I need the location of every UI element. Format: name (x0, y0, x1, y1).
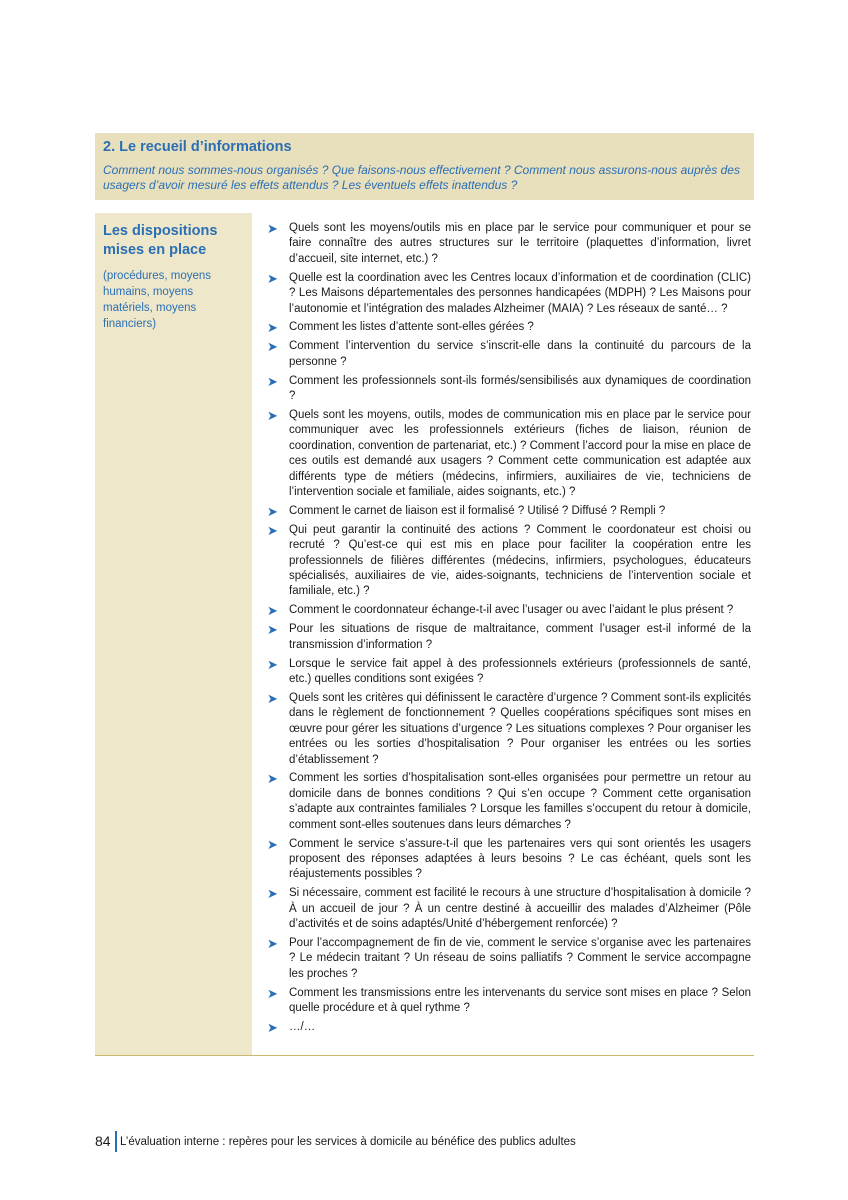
arrow-bullet-icon: ➤ (267, 503, 278, 519)
section-header (95, 133, 754, 200)
list-item (267, 504, 751, 519)
section-title: 2. Le recueil d’informations (103, 139, 292, 155)
arrow-bullet-icon: ➤ (267, 656, 278, 672)
left-column (95, 213, 252, 1055)
list-item-text: Qui peut garantir la continuité des actions ? Comment le coordonateur est choisi ou recruté ? Qu’est-ce qui est mis en place pour faciliter la coopération entre les professionnels de filières différentes (médecins, infirmiers, psychologues, éducateurs spécialisés, auxiliaires de vie, aides-soignants, techniciens de l’intervention sociale et familiale, etc.) ? (289, 523, 751, 598)
list-item-text: …/… (289, 1021, 316, 1033)
list-item (267, 1020, 751, 1035)
footer-text: L’évaluation interne : repères pour les services à domicile au bénéfice des publics adultes (120, 1136, 576, 1148)
list-item (267, 408, 751, 500)
list-item-text: Lorsque le service fait appel à des professionnels extérieurs (professionnels de santé, etc.) quelles conditions sont exigées ? (289, 657, 751, 685)
list-item-text: Comment les sorties d’hospitalisation sont-elles organisées pour permettre un retour au domicile dans de bonnes conditions ? Qui s’en occupe ? Comment cette organisation s’adapte aux contraintes familiales ? Lorsque les familles s’occupent du retour à domicile, comment sont-elles soutenues dans leurs démarches ? (289, 772, 751, 831)
list-item-text: Quelle est la coordination avec les Centres locaux d’information et de coordination (CLIC) ? Les Maisons départementales des personnes handicapées (MDPH) ? Les Maisons pour l’autonomie et l’intégration des malades Alzheimer (MAIA) ? Les réseaux de santé… ? (289, 271, 751, 315)
left-title: Les dispositions mises en place (103, 223, 218, 258)
list-item (267, 657, 751, 688)
list-item-text: Quels sont les moyens/outils mis en place par le service pour communiquer et pour se faire connaître des autres structures sur le territoire (plaquettes d’information, livret d’accueil, site internet, etc.) ? (289, 222, 751, 265)
arrow-bullet-icon: ➤ (267, 836, 278, 852)
bullet-list (267, 221, 751, 1039)
arrow-bullet-icon: ➤ (267, 221, 278, 236)
list-item (267, 603, 751, 618)
list-item-text: Comment le coordonnateur échange-t-il avec l’usager ou avec l’aidant le plus présent ? (289, 604, 734, 617)
list-item (267, 986, 751, 1017)
arrow-bullet-icon: ➤ (267, 522, 278, 538)
arrow-bullet-icon: ➤ (267, 407, 278, 423)
list-item (267, 523, 751, 600)
list-item (267, 374, 751, 405)
arrow-bullet-icon: ➤ (267, 270, 278, 286)
list-item-text: Comment les listes d’attente sont-elles gérées ? (289, 321, 534, 334)
arrow-bullet-icon: ➤ (267, 622, 278, 638)
content-row (95, 213, 754, 1056)
arrow-bullet-icon: ➤ (267, 886, 278, 902)
list-item-text: Comment le carnet de liaison est il formalisé ? Utilisé ? Diffusé ? Rempli ? (289, 504, 666, 517)
arrow-bullet-icon: ➤ (267, 603, 278, 619)
arrow-bullet-icon: ➤ (267, 1020, 278, 1035)
list-item (267, 691, 751, 768)
list-item-text: Pour l’accompagnement de fin de vie, comment le service s’organise avec les partenaires ? Le médecin traitant ? Un réseau de soins palliatifs ? Comment le service accompagne les proches ? (289, 936, 751, 980)
list-item (267, 622, 751, 653)
arrow-bullet-icon: ➤ (267, 320, 278, 336)
arrow-bullet-icon: ➤ (267, 771, 278, 787)
list-item-text: Si nécessaire, comment est facilité le recours à une structure d’hospitalisation à domicile ? À un accueil de jour ? À un centre destiné à accueillir des malades d’Alzheimer (Pôle d’activités et de soins adaptés/Unité d’hébergement renforcée) ? (289, 887, 751, 931)
list-item (267, 837, 751, 883)
list-item (267, 771, 751, 833)
list-item (267, 221, 751, 267)
list-item (267, 886, 751, 932)
list-item-text: Quels sont les moyens, outils, modes de communication mis en place par le service pour communiquer avec les professionnels extérieurs (fiches de liaison, réunion de coordination, convention de partenariat, etc.) ? Comment l’accord pour la mise en place de ces outils est demandé aux usagers ? Comment cette communication est adaptée aux différents type de métiers (médecins, infirmiers, auxiliaires de vie, techniciens de l’intervention sociale et familiale, aides soignants, etc.) ? (289, 408, 751, 498)
arrow-bullet-icon: ➤ (267, 985, 278, 1001)
list-item (267, 936, 751, 982)
list-item-text: Quels sont les critères qui définissent le caractère d’urgence ? Comment sont-ils explicités dans le règlement de fonctionnement ? Quelles coopérations spécifiques sont mises en œuvre pour gérer les situations d’urgence ? Les situations complexes ? Pour organiser les entrées ou les sorties d’hospitalisation ? Pour organiser les entrées ou les sorties d’établissement ? (289, 691, 751, 766)
arrow-bullet-icon: ➤ (267, 690, 278, 706)
list-item-text: Comment le service s’assure-t-il que les partenaires vers qui sont orientés les usagers proposent des réponses adaptées à leurs besoins ? Le cas échéant, quels sont les réajustements possibles ? (289, 837, 751, 881)
section-question: Comment nous sommes-nous organisés ? Que faisons-nous effectivement ? Comment nous assurons-nous auprès des usagers d’avoir mesuré les effets attendus ? Les éventuels effets inattendus ? (103, 163, 740, 192)
list-item (267, 271, 751, 317)
list-item-text: Comment les professionnels sont-ils formés/sensibilisés aux dynamiques de coordination ? (289, 374, 751, 403)
list-item-text: Comment l’intervention du service s’inscrit-elle dans la continuité du parcours de la personne ? (289, 340, 751, 368)
list-item (267, 339, 751, 370)
footer-separator (115, 1131, 117, 1152)
arrow-bullet-icon: ➤ (267, 339, 278, 355)
list-item-text: Pour les situations de risque de maltraitance, comment l’usager est-il informé de la transmission d’information ? (289, 623, 751, 651)
arrow-bullet-icon: ➤ (267, 373, 278, 389)
list-item-text: Comment les transmissions entre les intervenants du service sont mises en place ? Selon quelle procédure et à quel rythme ? (289, 986, 751, 1015)
left-subtitle: (procédures, moyens humains, moyens matériels, moyens financiers) (103, 270, 212, 330)
list-item (267, 320, 751, 335)
arrow-bullet-icon: ➤ (267, 935, 278, 951)
page-number: 84 (95, 1133, 111, 1149)
